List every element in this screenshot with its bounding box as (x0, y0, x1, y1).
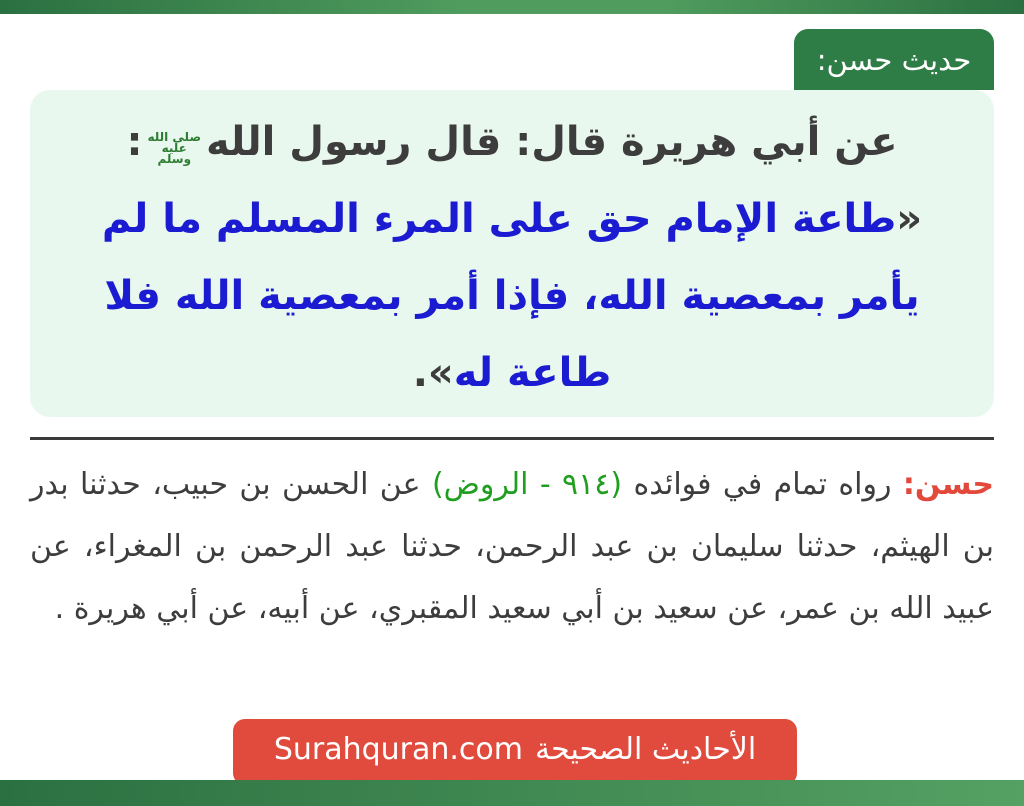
horizontal-divider (30, 437, 994, 440)
quote-closing-mark: ». (412, 350, 454, 396)
banner-site-url[interactable]: Surahquran.com (273, 731, 523, 767)
hadith-quote-card (30, 90, 994, 417)
narrator-chain-text: عن أبي هريرة قال: قال رسول الله (206, 119, 898, 165)
banner-title-arabic: الأحاديث الصحيحة (535, 731, 757, 767)
takhrij-text-after-reference: عن الحسن بن حبيب، حدثنا بدر بن الهيثم، حدثنا سليمان بن عبد الرحمن، حدثنا عبد الرحمن بن المغراء، عن عبيد الله بن عمر، عن سعيد بن أبي سعيد المقبري، عن أبيه، عن أبي هريرة . (30, 467, 994, 626)
sallallahu-alayhi-wasallam-icon (147, 132, 201, 165)
site-banner[interactable] (233, 719, 797, 785)
bottom-green-bar (0, 780, 1024, 806)
hadith-grade-badge-label: حديث حسن: (816, 42, 972, 77)
quote-opening-mark: : « (126, 119, 923, 242)
hadith-grade-badge (794, 29, 994, 90)
salawat-line-2: عليه (161, 141, 187, 155)
salawat-line-1: صلى الله (147, 130, 202, 144)
grade-word: حسن: (902, 467, 995, 502)
takhrij-text-before-reference: رواه تمام في فوائده (622, 467, 903, 502)
takhrij-paragraph (30, 454, 994, 640)
source-reference: (٩١٤ - الروض) (431, 467, 623, 502)
salawat-line-3: وسلم (157, 152, 192, 166)
top-green-bar (0, 0, 1024, 14)
hadith-matn-text: طاعة الإمام حق على المرء المسلم ما لم يأمر بمعصية الله، فإذا أمر بمعصية الله فلا طاعة له (101, 196, 920, 396)
